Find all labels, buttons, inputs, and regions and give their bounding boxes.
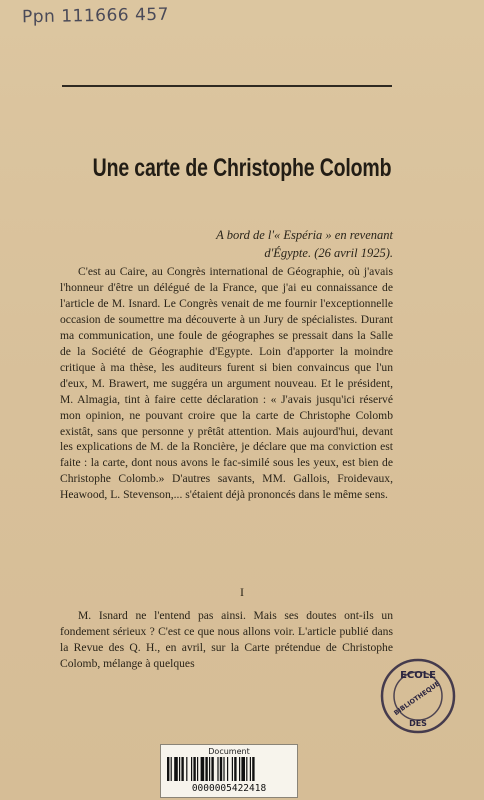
library-stamp	[378, 656, 458, 736]
stamp-text-bottom: DES	[409, 719, 427, 728]
barcode-bar	[211, 757, 213, 781]
stamp-text-middle: BIBLIOTHEQUE	[392, 679, 442, 718]
dateline-line-2: d'Égypte. (26 avril 1925).	[264, 246, 393, 260]
barcode-bar	[239, 757, 240, 781]
barcode-bars	[167, 757, 291, 781]
barcode-sticker	[160, 744, 298, 798]
barcode-bar	[181, 757, 183, 781]
barcode-label: Document	[208, 747, 250, 756]
dateline-line-1: A bord de l'« Espéria » en revenant	[216, 228, 393, 242]
dateline	[180, 226, 393, 262]
body-text	[60, 264, 393, 503]
barcode-bar	[193, 757, 195, 781]
barcode-bar	[220, 757, 222, 781]
barcode-bar	[197, 757, 198, 781]
barcode-bar	[171, 757, 172, 781]
barcode-bar	[234, 757, 236, 781]
section-number: I	[240, 585, 244, 599]
barcode-bar	[209, 757, 210, 781]
stamp-text-top: ECOLE	[400, 670, 436, 681]
barcode-bar	[191, 757, 192, 781]
barcode-bar	[227, 757, 228, 781]
top-rule	[62, 85, 392, 87]
paragraph-2: M. Isnard ne l'entend pas ainsi. Mais ses doutes ont-ils un fondement sérieux ? C'est ce que nous allons voir. L'article publié dans la Revue des Q. H., en avril, sur la Carte prétendue de Christophe Colomb, mélange à quelques	[60, 609, 393, 670]
barcode-bar	[246, 757, 247, 781]
barcode-bar	[232, 757, 233, 781]
barcode-bar	[241, 757, 245, 781]
barcode-number: 0000005422418	[191, 783, 267, 794]
barcode-bar	[201, 757, 205, 781]
barcode-bar	[223, 757, 224, 781]
barcode-bar	[252, 757, 254, 781]
handwritten-shelfmark: Ppn 111666 457	[21, 4, 170, 28]
barcode-bar	[167, 757, 169, 781]
barcode-bar	[174, 757, 178, 781]
barcode-bar	[186, 757, 187, 781]
barcode-bar	[217, 757, 218, 781]
barcode-bar	[250, 757, 251, 781]
barcode-bar	[205, 757, 207, 781]
page-title: Une carte de Christophe Colomb	[92, 154, 392, 182]
body-text-2	[60, 608, 393, 672]
paragraph-1: C'est au Caire, au Congrès international de Géographie, où j'avais l'honneur d'être un délégué de la France, que j'ai eu connaissance de l'article de M. Isnard. Le Congrès venait de me fournir l'exceptionnelle occasion de soumettre ma découverte à un Jury de spécialistes. Durant ma communication, une foule de géographes se pressait dans la Salle de la Société de Géographie d'Egypte. Loin d'apporter la moindre critique à ma thèse, les auditeurs furent si bien convaincus que l'un d'eux, M. Brawert, me suggéra un argument nouveau. Et le président, M. Almagia, tint à faire cette déclaration : « J'avais jusqu'ici réservé mon opinion, ne pouvant croire que la carte de Christophe Colomb existât, sans que personne y prêtât attention. Mais aujourd'hui, devant les explications de M. de la Roncière, je déclare que ma conviction est faite : la carte, dont nous avons le fac-similé sous les yeux, est bien de Christophe Colomb.» D'autres savants, MM. Gallois, Froidevaux, Heawood, L. Stevenson,... s'étaient déjà prononcés dans le même sens.	[60, 265, 393, 502]
barcode-bar	[179, 757, 180, 781]
